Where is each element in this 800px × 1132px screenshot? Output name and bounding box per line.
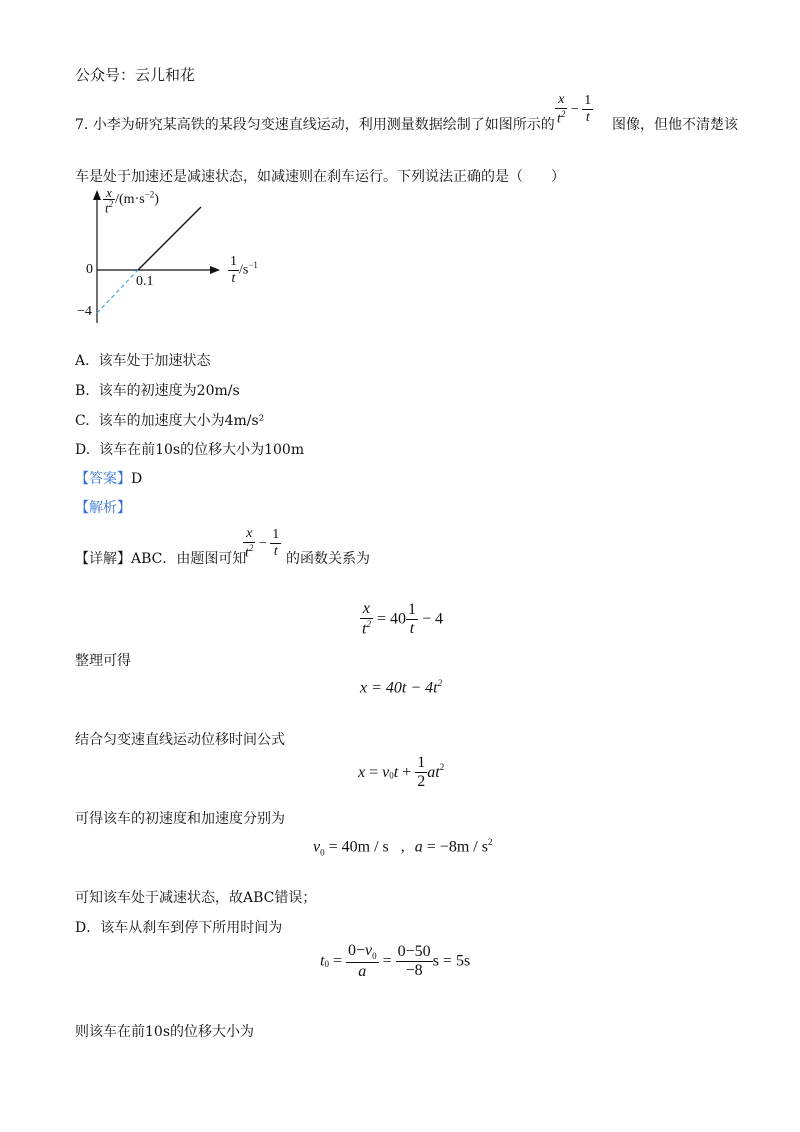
- detail-fraction: $\frac{x}{t^2}$ − $\frac{1}{t}$: [245, 526, 280, 561]
- x-axis-unit: /s: [239, 262, 249, 278]
- detail-line: [75, 548, 246, 568]
- eq2-text: x = 40t − 4t: [360, 679, 438, 697]
- question-text-after: 图像，但他不清楚该: [612, 117, 738, 133]
- detail-tag: 【详解】ABC．由题图可知: [75, 551, 247, 567]
- y-axis-unit: /(m·s: [115, 192, 145, 208]
- graph-line: [138, 207, 201, 270]
- origin-label: 0: [86, 262, 93, 277]
- answer-value: D: [131, 471, 143, 487]
- answer: [75, 468, 142, 488]
- answer-tag: 【答案】: [75, 471, 131, 487]
- organize-text: 整理可得: [75, 653, 131, 669]
- final-text: 则该车在前10s的位移大小为: [75, 1024, 254, 1040]
- t0-result: s = 5s: [432, 952, 471, 970]
- x-axis-unit-exp: −1: [248, 260, 258, 271]
- x-axis-label: $\frac{1}{t}$ $/s^{-1}$: [230, 254, 258, 287]
- get-values-text: 可得该车的初速度和加速度分别为: [75, 811, 285, 827]
- dashed-extension: [97, 270, 138, 313]
- question-line-2: 车是处于加速还是减速状态，如减速则在刹车运行。下列说法正确的是（ ）: [75, 169, 565, 185]
- option-b: [75, 380, 240, 400]
- option-d: [75, 439, 304, 459]
- option-c: [75, 410, 264, 430]
- detail-after: 的函数关系为: [286, 551, 370, 567]
- option-b-label: B.: [75, 383, 90, 399]
- analysis-tag: 【解析】: [75, 500, 131, 516]
- y-axis-arrow: [93, 190, 101, 200]
- question-number: 7.: [75, 117, 89, 133]
- d-intro: D．该车从刹车到停下所用时间为: [75, 920, 283, 936]
- equation-1: $\frac{x}{t^2}$ = 40 $\frac{1}{t}$ − 4: [362, 600, 444, 638]
- a-value: −8m / s: [439, 838, 488, 856]
- t0-numerator: 0−50: [396, 943, 433, 962]
- equation-3: $x = v_0t$ + $\frac{1}{2}$ $at^2$: [358, 754, 445, 791]
- option-d-text: 该车在前10s的位移大小为100m: [99, 442, 305, 458]
- account-header: 公众号：云儿和花: [75, 66, 196, 84]
- option-a: [75, 350, 210, 370]
- question-fraction: $\frac{x}{t^2}$ − $\frac{1}{t}$: [557, 92, 592, 127]
- x-axis-arrow: [210, 266, 220, 274]
- conclusion-abc: 可知该车处于减速状态，故ABC错误；: [75, 890, 317, 906]
- question-text-before: 小李为研究某高铁的某段匀变速直线运动，利用测量数据绘制了如图所示的: [92, 117, 555, 133]
- equation-2: $x = 40t - 4t^2$: [360, 678, 443, 697]
- y-axis-label: $\frac{x}{t^2}$ $/(m\cdot s^{-2})$: [105, 185, 159, 216]
- y-intercept-label: −4: [77, 304, 92, 319]
- v0-value: 40m / s: [341, 838, 389, 856]
- t0-denominator: −8: [405, 961, 423, 979]
- option-b-text: 该车的初速度为20m/s: [98, 383, 240, 399]
- eq1-const: 4: [435, 610, 444, 628]
- option-c-label: C.: [75, 413, 90, 429]
- eq1-coef: 40: [389, 610, 406, 628]
- x-intercept-label: 0.1: [136, 274, 154, 289]
- equation-5: $t_0$ = $\frac{0-v_0}{a}$ = $\frac{0-50}{-8}$ s = 5s: [320, 942, 471, 980]
- combine-text: 结合匀变速直线运动位移时间公式: [75, 732, 285, 748]
- option-a-text: 该车处于加速状态: [98, 353, 211, 369]
- option-d-label: D.: [75, 442, 91, 458]
- y-axis-unit-close: ): [154, 192, 159, 208]
- option-c-text: 该车的加速度大小为4m/s²: [98, 413, 265, 429]
- option-a-label: A.: [75, 353, 90, 369]
- question-line-1: [75, 114, 555, 134]
- y-axis-unit-exp: −2: [144, 189, 155, 200]
- equation-4: $v_0 = 40m / s$ , $a = -8m / s^2$: [313, 837, 493, 858]
